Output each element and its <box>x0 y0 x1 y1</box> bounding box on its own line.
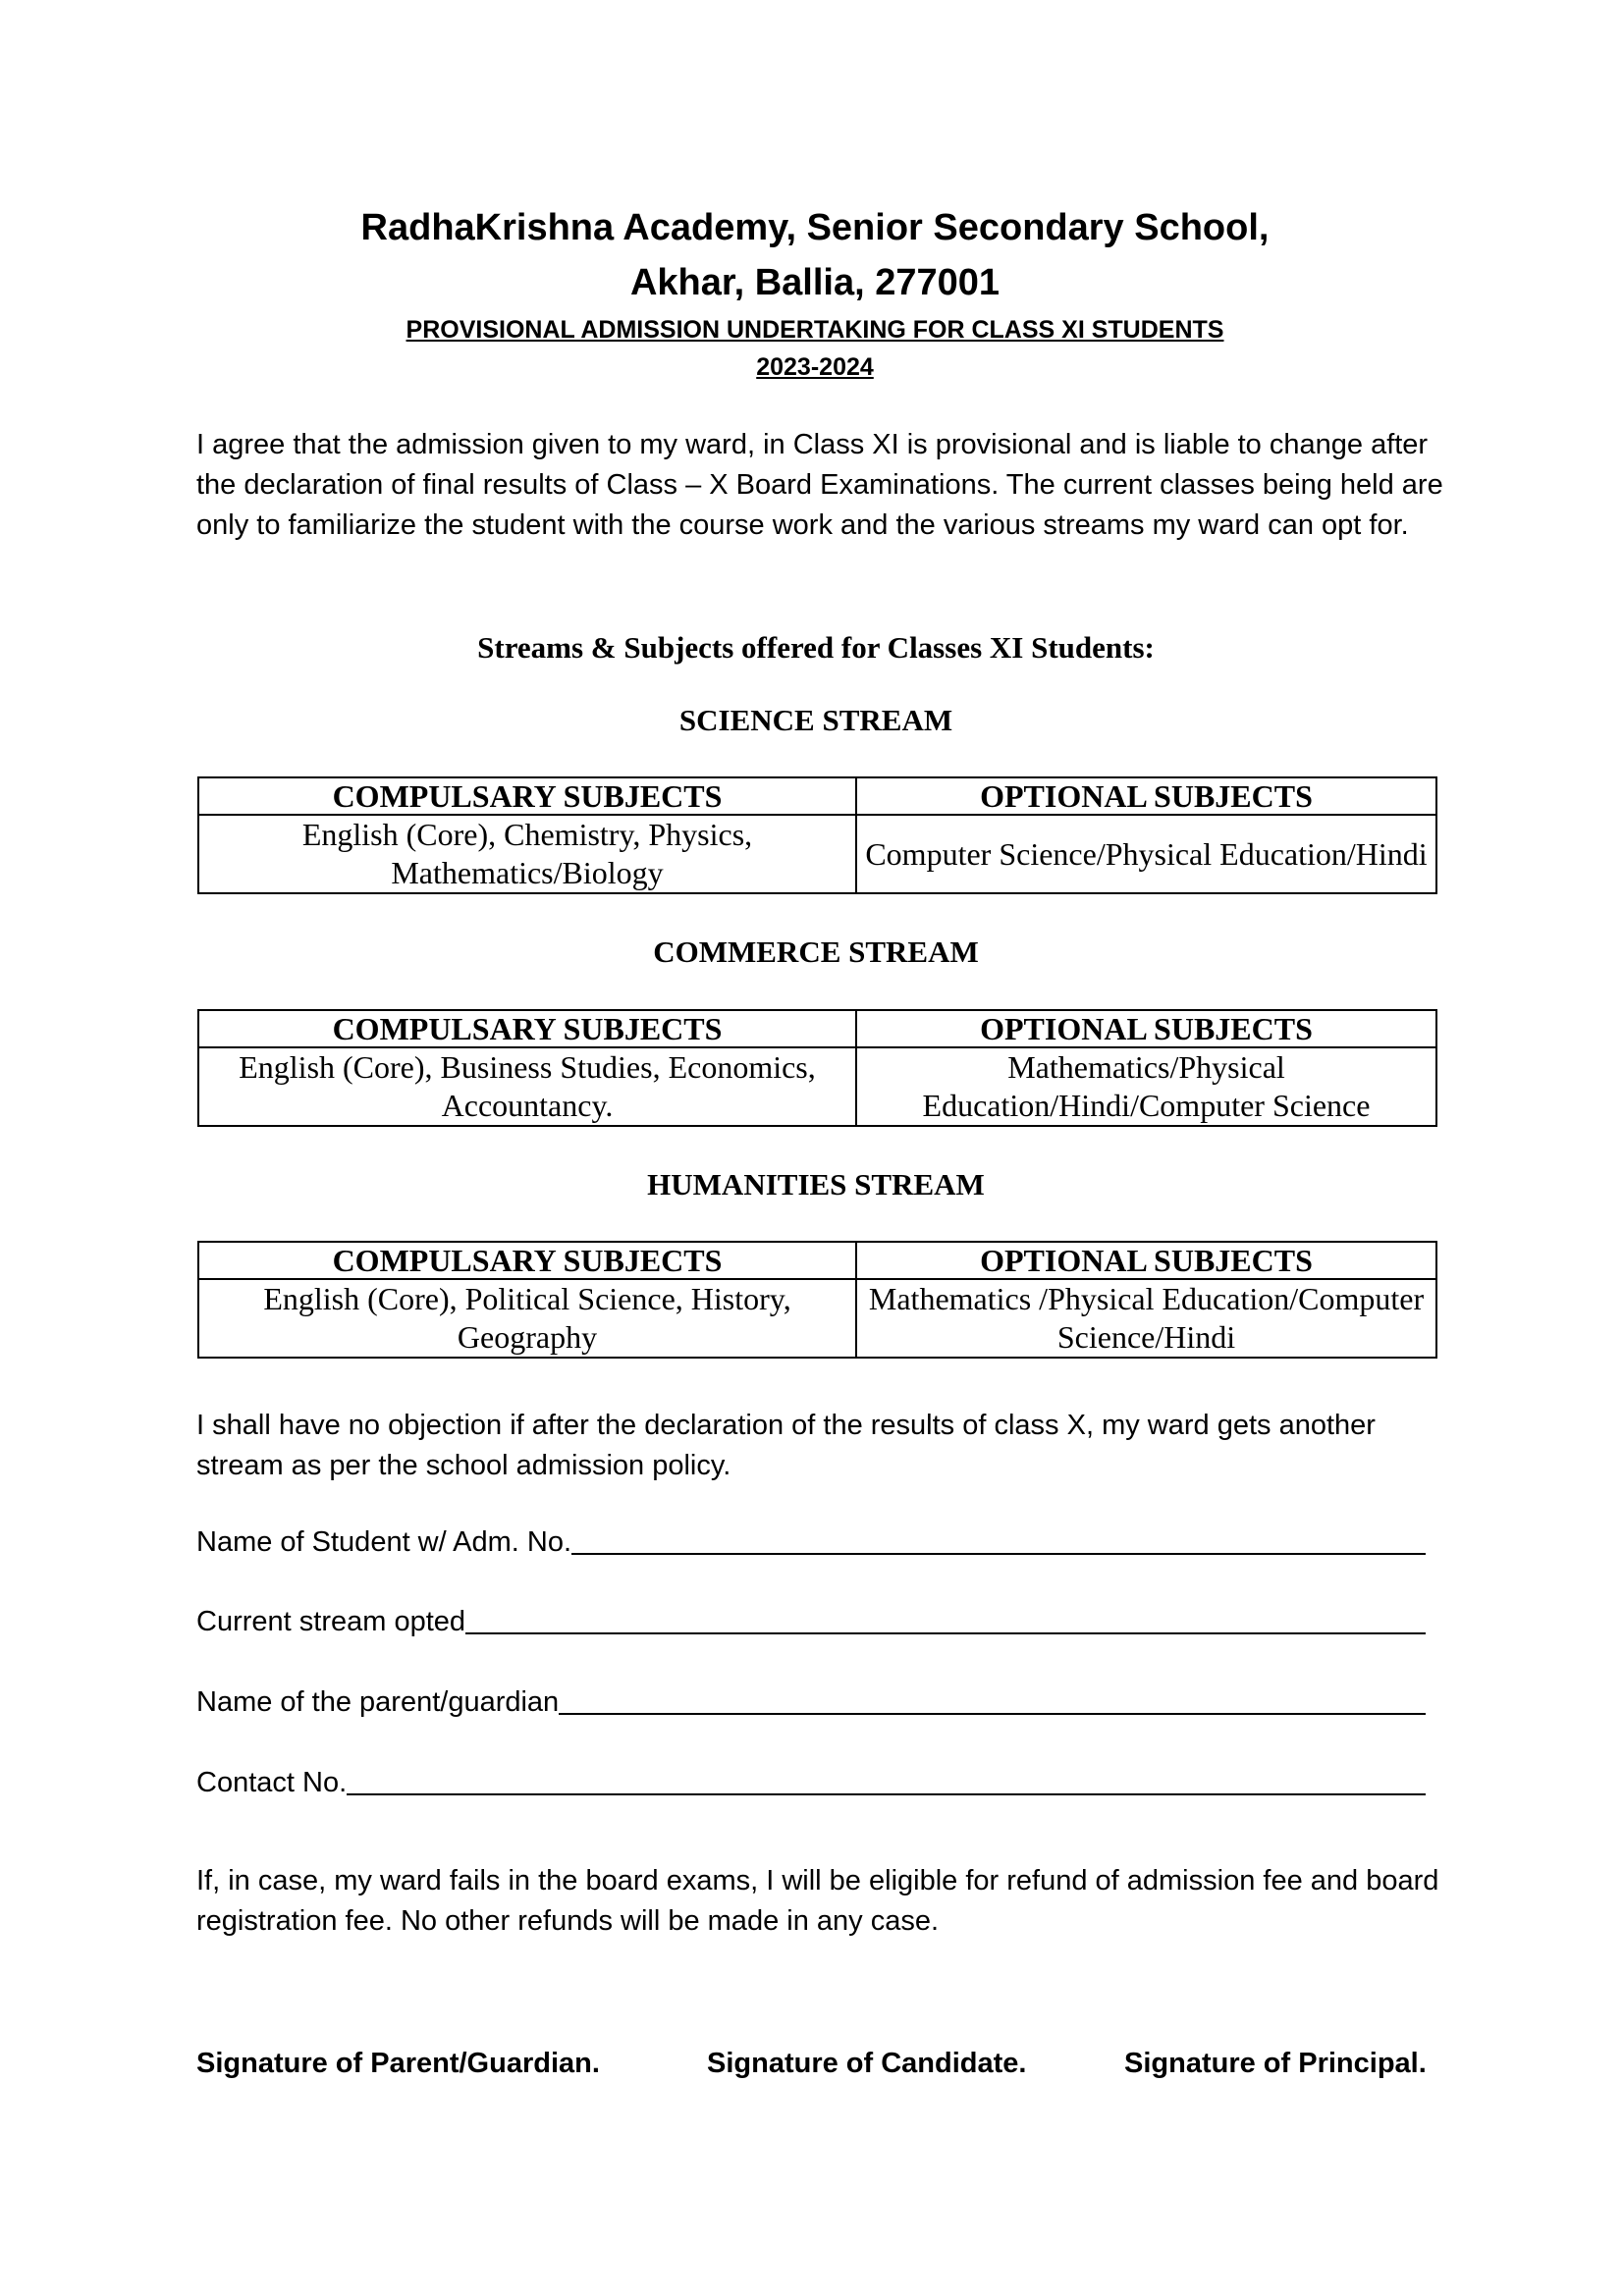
science-subjects-table <box>197 776 1437 894</box>
optional-column-header: OPTIONAL SUBJECTS <box>856 1010 1436 1047</box>
contact-number-label: Contact No. <box>196 1767 348 1798</box>
student-name-label: Name of Student w/ Adm. No. <box>196 1526 572 1558</box>
compulsory-subjects-cell: English (Core), Political Science, History, Geography <box>198 1279 856 1358</box>
optional-subjects-cell: Computer Science/Physical Education/Hindi <box>856 815 1436 893</box>
table-row <box>198 815 1436 893</box>
form-title: PROVISIONAL ADMISSION UNDERTAKING FOR CLASS XI STUDENTS <box>406 316 1224 344</box>
compulsory-subjects-cell: English (Core), Chemistry, Physics, Mathematics/Biology <box>198 815 856 893</box>
compulsory-column-header: COMPULSARY SUBJECTS <box>198 1010 856 1047</box>
parent-signature-label: Signature of Parent/Guardian. <box>196 2048 600 2079</box>
table-row <box>198 1279 1436 1358</box>
compulsory-column-header: COMPULSARY SUBJECTS <box>198 777 856 815</box>
academic-session: 2023-2024 <box>756 353 874 381</box>
contact-number-field[interactable] <box>196 1763 1426 1802</box>
commerce-stream-heading: COMMERCE STREAM <box>653 934 979 969</box>
intro-paragraph: I agree that the admission given to my ward, in Class XI is provisional and is liable to change after the declaration of final results of Class – X Board Examinations. The current classes being held are only to familiarize the student with the course work and the various streams my ward can opt for. <box>196 429 1443 541</box>
stream-opted-blank[interactable] <box>465 1605 1426 1634</box>
stream-opted-label: Current stream opted <box>196 1606 466 1637</box>
parent-name-field[interactable] <box>196 1682 1426 1722</box>
school-address: Akhar, Ballia, 277001 <box>629 262 1001 303</box>
streams-heading: Streams & Subjects offered for Classes XI Students: <box>477 630 1155 665</box>
table-header-row <box>198 1010 1436 1047</box>
candidate-signature-label: Signature of Candidate. <box>707 2048 1027 2079</box>
science-stream-heading: SCIENCE STREAM <box>678 703 953 737</box>
objection-paragraph: I shall have no objection if after the declaration of the results of class X, my ward gets another stream as per the school admission policy. <box>196 1410 1376 1481</box>
optional-column-header: OPTIONAL SUBJECTS <box>856 1242 1436 1279</box>
optional-subjects-cell: Mathematics/Physical Education/Hindi/Computer Science <box>856 1047 1436 1126</box>
school-name: RadhaKrishna Academy, Senior Secondary School, <box>360 207 1270 248</box>
optional-subjects-cell: Mathematics /Physical Education/Computer Science/Hindi <box>856 1279 1436 1358</box>
contact-number-blank[interactable] <box>347 1766 1426 1795</box>
principal-signature-label: Signature of Principal. <box>1124 2048 1427 2079</box>
compulsory-column-header: COMPULSARY SUBJECTS <box>198 1242 856 1279</box>
refund-paragraph: If, in case, my ward fails in the board exams, I will be eligible for refund of admission fee and board registration fee. No other refunds will be made in any case. <box>196 1865 1439 1937</box>
student-name-field[interactable] <box>196 1522 1426 1562</box>
document-header <box>196 200 1434 385</box>
student-name-blank[interactable] <box>571 1525 1426 1555</box>
parent-name-label: Name of the parent/guardian <box>196 1686 560 1718</box>
table-row <box>198 1047 1436 1126</box>
stream-opted-field[interactable] <box>196 1602 1426 1641</box>
optional-column-header: OPTIONAL SUBJECTS <box>856 777 1436 815</box>
humanities-stream-heading: HUMANITIES STREAM <box>647 1167 985 1201</box>
table-header-row <box>198 777 1436 815</box>
table-header-row <box>198 1242 1436 1279</box>
parent-name-blank[interactable] <box>559 1685 1426 1715</box>
commerce-subjects-table <box>197 1009 1437 1127</box>
compulsory-subjects-cell: English (Core), Business Studies, Economics, Accountancy. <box>198 1047 856 1126</box>
humanities-subjects-table <box>197 1241 1437 1359</box>
